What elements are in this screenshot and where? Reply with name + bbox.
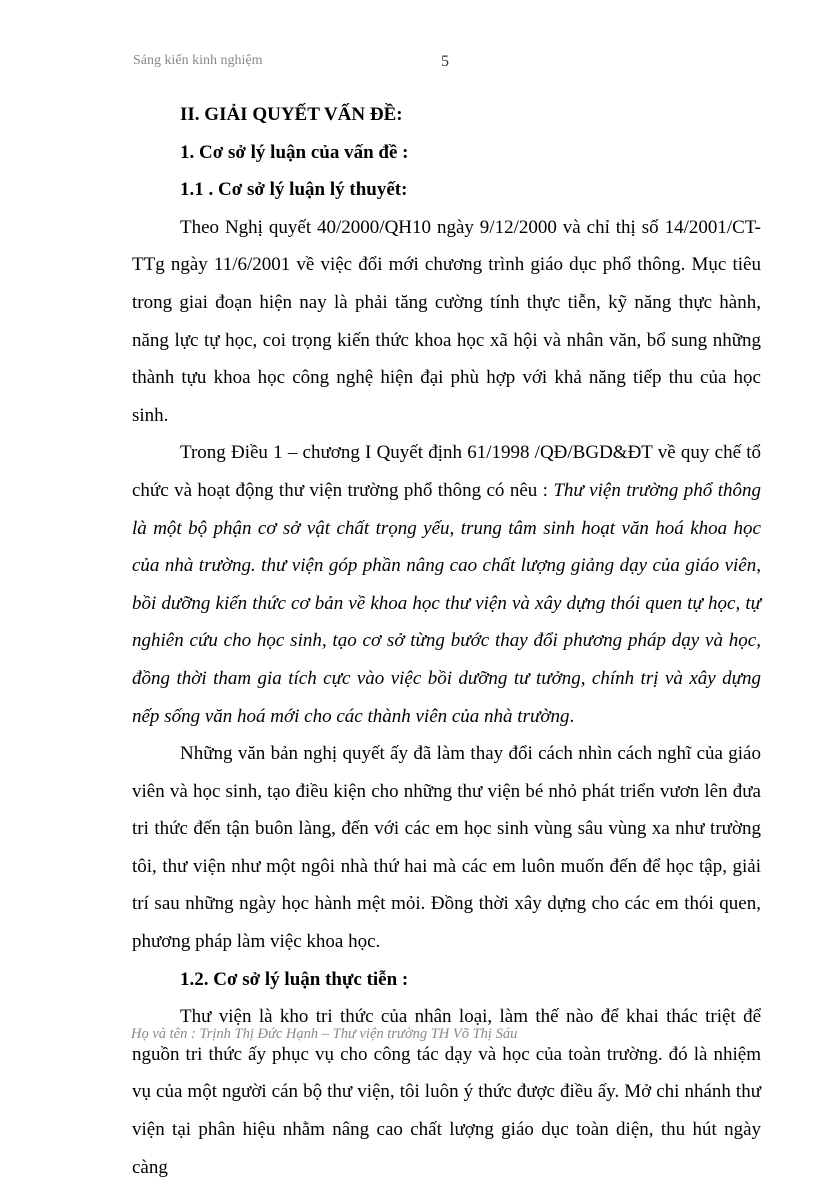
page-number: 5: [441, 53, 449, 70]
section-heading-1: 1. Cơ sở lý luận của vấn đề :: [180, 141, 409, 163]
section-heading-1-2: 1.2. Cơ sở lý luận thực tiễn :: [180, 968, 409, 990]
paragraph-2-end: .: [569, 705, 575, 727]
paragraph-3: Những văn bản nghị quyết ấy đã làm thay đổi cách nhìn cách nghĩ của giáo viên và học sinh, tạo điều kiện cho những thư viện bé nhỏ phát triển vươn lên đưa tri thức đến tận buôn làng, đến với các em học sinh vùng sâu vùng xa như trường tôi, thư viện như một ngôi nhà thứ hai mà các em luôn muốn đến để học tập, giải trí sau những ngày học hành mệt mỏi. Đồng thời xây dựng cho các em thói quen, phương pháp làm việc khoa học.: [132, 743, 761, 953]
running-header: Sáng kiến kinh nghiệm: [133, 53, 263, 68]
section-heading-1-1: 1.1 . Cơ sở lý luận lý thuyết:: [180, 179, 408, 201]
document-body: [132, 96, 761, 1186]
paragraph-2-intro: Trong Điều 1 – chương I Quyết định 61/1998 /QĐ/BGD&ĐT về quy chế tổ chức và hoạt động thư viện trường phổ thông có nêu :: [132, 442, 761, 501]
paragraph-2: [132, 434, 761, 735]
main-heading: II. GIẢI QUYẾT VẤN ĐỀ:: [180, 104, 403, 125]
paragraph-2-quote: Thư viện trường phổ thông là một bộ phận cơ sở vật chất trọng yếu, trung tâm sinh hoạt văn hoá khoa học của nhà trường. thư viện góp phần nâng cao chất lượng giảng dạy của giáo viên, bồi dưỡng kiến thức cơ bản về khoa học thư viện và xây dựng thói quen tự học, tự nghiên cứu cho học sinh, tạo cơ sở từng bước thay đổi phương pháp dạy và học, đồng thời tham gia tích cực vào việc bồi dưỡng tư tưởng, chính trị và xây dựng nếp sống văn hoá mới cho các thành viên của nhà trường: [132, 479, 761, 727]
paragraph-1: Theo Nghị quyết 40/2000/QH10 ngày 9/12/2000 và chỉ thị số 14/2001/CT-TTg ngày 11/6/2001 về việc đổi mới chương trình giáo dục phổ thông. Mục tiêu trong giai đoạn hiện nay là phải tăng cường tính thực tiễn, kỹ năng thực hành, năng lực tự học, coi trọng kiến thức khoa học xã hội và nhân văn, bổ sung những thành tựu khoa học công nghệ hiện đại phù hợp với khả năng tiếp thu của học sinh.: [132, 216, 761, 426]
paragraph-4: Thư viện là kho tri thức của nhân loại, làm thế nào để khai thác triệt để nguồn tri thức ấy phục vụ cho công tác dạy và học của toàn trường. đó là nhiệm vụ của một người cán bộ thư viện, tôi luôn ý thức được điều ấy. Mở chi nhánh thư viện tại phân hiệu nhằm nâng cao chất lượng giáo dục toàn diện, thu hút ngày càng: [132, 1006, 761, 1178]
page-footer: Họ và tên : Trịnh Thị Đức Hạnh – Thư viện trường TH Võ Thị Sáu: [131, 1026, 518, 1042]
